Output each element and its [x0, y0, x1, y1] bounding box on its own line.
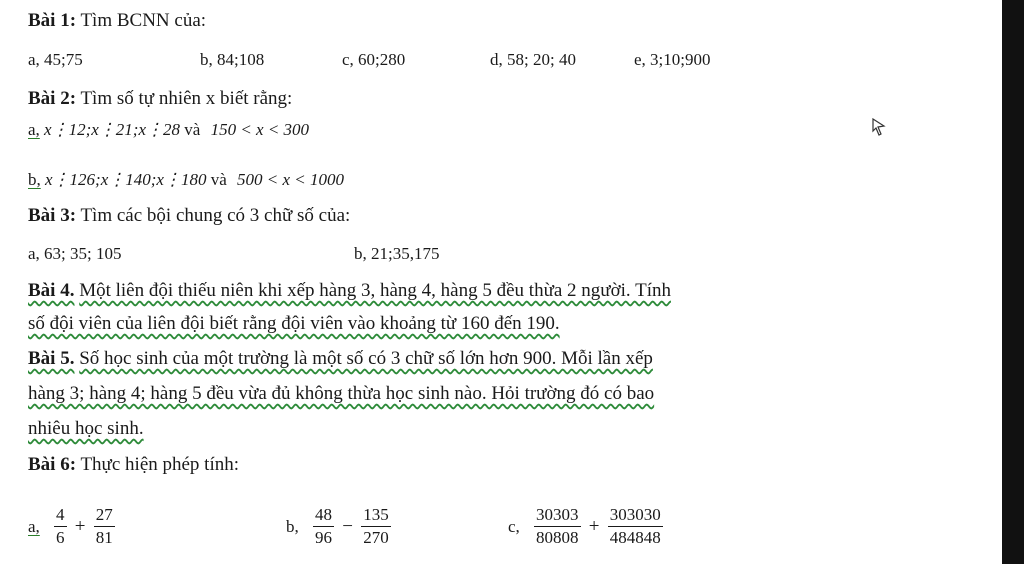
- bai1-item-d: d, 58; 20; 40: [490, 50, 576, 69]
- bai1-item-e: e, 3;10;900: [634, 50, 711, 69]
- bai2-a-expr: x⋮12;x⋮21;x⋮28: [44, 120, 181, 139]
- bai1-item-a: a, 45;75: [28, 50, 83, 69]
- bai6-heading: Bài 6:: [28, 454, 77, 475]
- bai1-item-c: c, 60;280: [342, 50, 406, 69]
- bai6-b-op: −: [342, 515, 353, 537]
- bai4-text-2: số đội viên của liên đội biết rằng đội viên vào khoảng từ 160 đến 190.: [28, 313, 560, 334]
- bai6-c-frac1: [534, 505, 581, 548]
- bai6-a-den1: 6: [56, 528, 65, 547]
- bai1-heading: Bài 1:: [28, 10, 77, 31]
- bai4-heading: Bài 4.: [28, 280, 75, 301]
- bai2-item-b: [28, 170, 344, 190]
- bai2-title: [28, 88, 292, 110]
- bai6-b-frac1: [313, 505, 334, 548]
- bai6-b-num1: 48: [313, 505, 334, 527]
- bai6-a-label: a,: [28, 516, 40, 536]
- bai6-c-label: c,: [508, 516, 520, 536]
- bai2-item-a: [28, 120, 309, 140]
- bai6-c-num1: 30303: [534, 505, 581, 527]
- bai3-text: Tìm các bội chung có 3 chữ số của:: [80, 205, 351, 226]
- bai3-item-a: a, 63; 35; 105: [28, 244, 122, 263]
- bai6-a-op: +: [74, 515, 86, 537]
- bai6-c-den2: 484848: [609, 528, 661, 547]
- bai6-a-den2: 81: [95, 528, 113, 547]
- mouse-cursor-icon: [872, 118, 886, 136]
- bai6-c-frac2: [608, 505, 663, 548]
- bai5-line1: [28, 348, 653, 370]
- bai6-a-num2: 27: [94, 505, 115, 527]
- bai6-a-frac1: [54, 505, 67, 548]
- bai2-text: Tìm số tự nhiên x biết rằng:: [80, 88, 293, 109]
- bai5-line2: [28, 383, 654, 405]
- bai2-b-range: 500 < x < 1000: [237, 170, 345, 189]
- bai5-line3: [28, 418, 144, 440]
- bai3-heading: Bài 3:: [28, 205, 77, 226]
- bai1-text: Tìm BCNN của:: [80, 10, 207, 31]
- bai2-a-range: 150 < x < 300: [210, 120, 310, 139]
- bai6-item-c: [508, 505, 665, 548]
- bai2-a-va: và: [184, 120, 201, 139]
- bai5-heading: Bài 5.: [28, 348, 75, 369]
- bai6-title: [28, 454, 239, 476]
- bai5-text-1: Số học sinh của một trường là một số có 3 chữ số lớn hơn 900. Mỗi lần xếp: [79, 348, 653, 369]
- bai2-b-expr: x⋮126;x⋮140;x⋮180: [45, 170, 207, 189]
- bai6-b-den2: 270: [363, 528, 389, 547]
- bai3-item-b: b, 21;35,175: [354, 244, 440, 263]
- bai4-text-1: Một liên đội thiếu niên khi xếp hàng 3, hàng 4, hàng 5 đều thừa 2 người. Tính: [79, 280, 671, 301]
- bai6-c-op: +: [588, 515, 600, 537]
- bai6-b-label: b,: [286, 516, 299, 536]
- bai2-b-label: b,: [28, 170, 41, 189]
- bai6-c-den1: 80808: [536, 528, 579, 547]
- bai4-line1: [28, 280, 671, 302]
- bai6-item-a: [28, 505, 117, 548]
- bai6-c-num2: 303030: [608, 505, 663, 527]
- bai6-text: Thực hiện phép tính:: [80, 454, 240, 475]
- right-edge-bar: [1002, 0, 1024, 564]
- bai2-a-label: a,: [28, 120, 40, 139]
- bai2-b-va: và: [210, 170, 227, 189]
- bai6-item-b: [286, 505, 393, 548]
- bai5-text-2: hàng 3; hàng 4; hàng 5 đều vừa đủ không thừa học sinh nào. Hỏi trường đó có bao: [28, 383, 655, 404]
- bai1-title: [28, 10, 206, 32]
- bai6-b-den1: 96: [315, 528, 332, 547]
- bai6-a-num1: 4: [54, 505, 67, 527]
- bai1-item-b: b, 84;108: [200, 50, 265, 69]
- bai2-heading: Bài 2:: [28, 88, 77, 109]
- bai6-a-frac2: [94, 505, 115, 548]
- bai5-text-3: nhiêu học sinh.: [28, 418, 144, 439]
- bai3-title: [28, 205, 350, 227]
- bai4-line2: [28, 313, 560, 335]
- bai6-b-num2: 135: [361, 505, 391, 527]
- bai6-b-frac2: [361, 505, 391, 548]
